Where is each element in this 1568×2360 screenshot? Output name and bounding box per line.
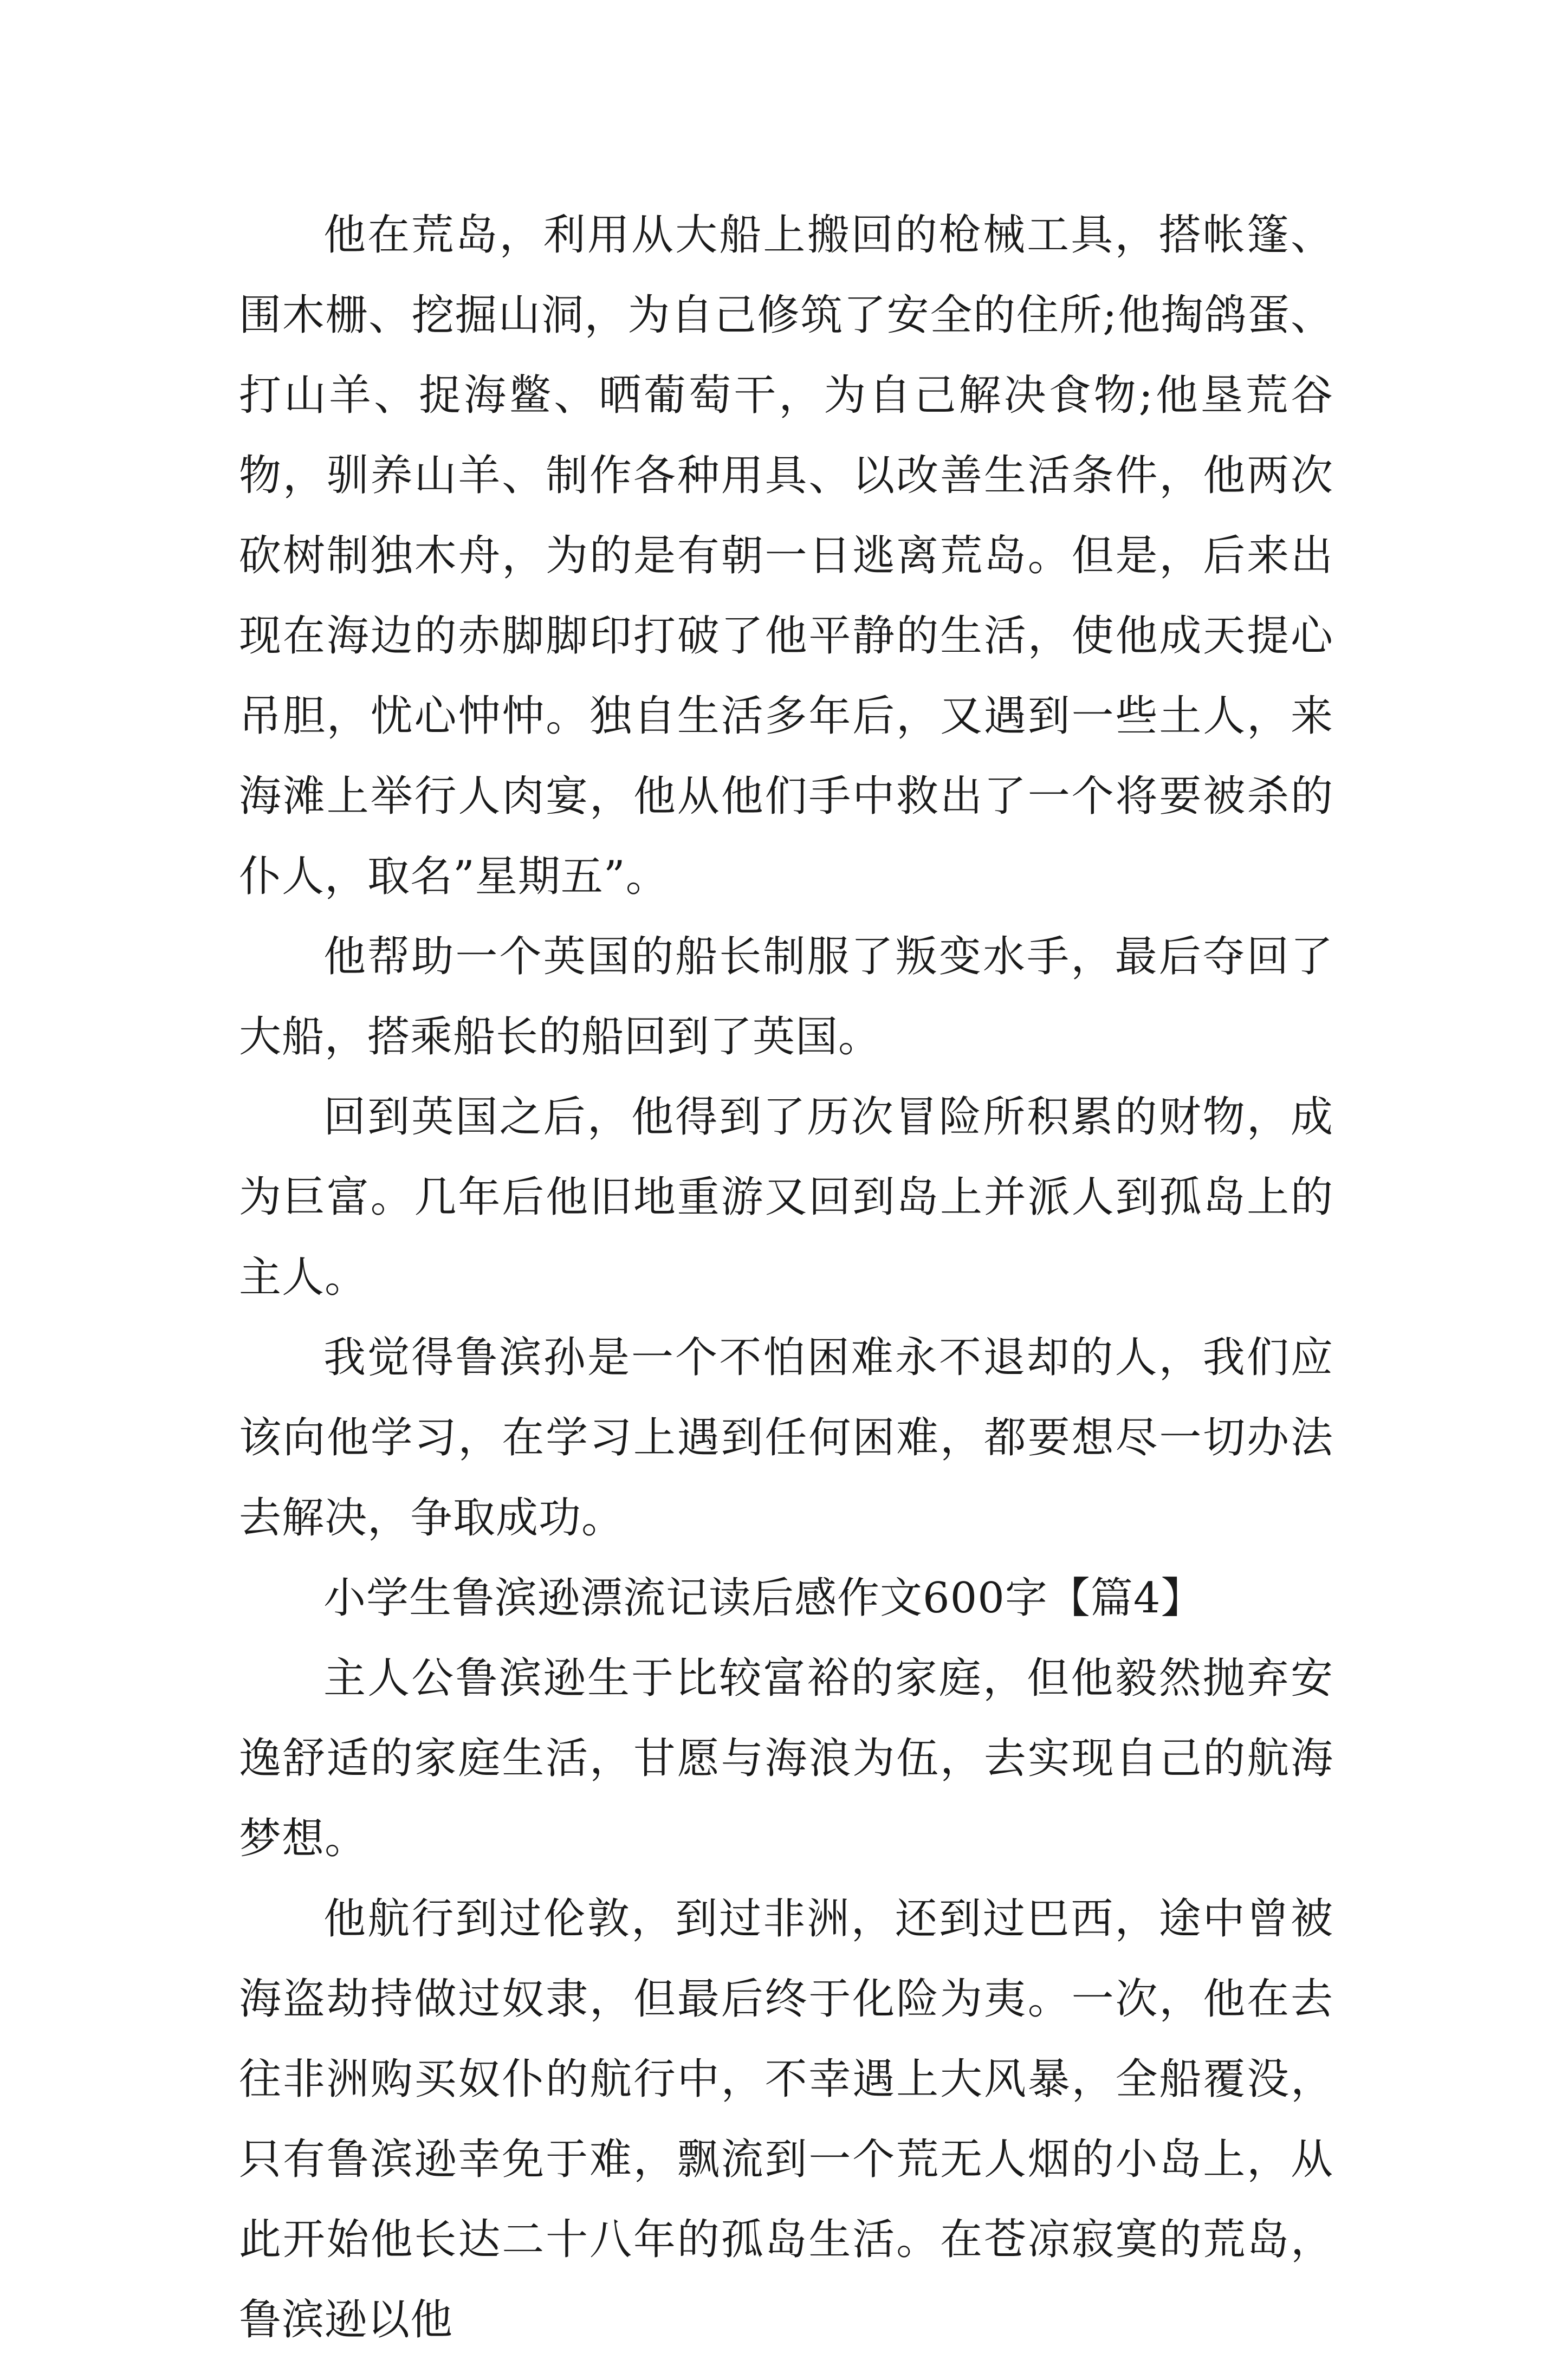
paragraph: 回到英国之后，他得到了历次冒险所积累的财物，成为巨富。几年后他旧地重游又回到岛上并派人到孤岛上的主人。: [239, 1093, 1333, 1302]
section-heading: 小学生鲁滨逊漂流记读后感作文600字【篇4】: [323, 1574, 1204, 1623]
document-body: [239, 195, 1333, 2360]
paragraph: 他航行到过伦敦，到过非洲，还到过巴西，途中曾被海盗劫持做过奴隶，但最后终于化险为夷。一次，他在去往非洲购买奴仆的航行中，不幸遇上大风暴，全船覆没，只有鲁滨逊幸免于难，飘流到一个荒无人烟的小岛上，从此开始他长达二十八年的孤岛生活。在苍凉寂寞的荒岛，鲁滨逊以他: [239, 1895, 1333, 2344]
paragraph: 我觉得鲁滨孙是一个不怕困难永不退却的人，我们应该向他学习，在学习上遇到任何困难，都要想尽一切办法去解决，争取成功。: [239, 1333, 1333, 1542]
paragraph: 他在荒岛，利用从大船上搬回的枪械工具，搭帐篷、围木栅、挖掘山洞，为自己修筑了安全的住所;他掏鸽蛋、打山羊、捉海鳖、晒葡萄干，为自己解决食物;他垦荒谷物，驯养山羊、制作各种用具、以改善生活条件，他两次砍树制独木舟，为的是有朝一日逃离荒岛。但是，后来出现在海边的赤脚脚印打破了他平静的生活，使他成天提心吊胆，忧心忡忡。独自生活多年后，又遇到一些土人，来海滩上举行人肉宴，他从他们手中救出了一个将要被杀的仆人，取名”星期五”。: [239, 211, 1333, 901]
paragraph: 他帮助一个英国的船长制服了叛变水手，最后夺回了大船，搭乘船长的船回到了英国。: [239, 932, 1333, 1061]
paragraph: 主人公鲁滨逊生于比较富裕的家庭，但他毅然抛弃安逸舒适的家庭生活，甘愿与海浪为伍，去实现自己的航海梦想。: [239, 1654, 1333, 1863]
